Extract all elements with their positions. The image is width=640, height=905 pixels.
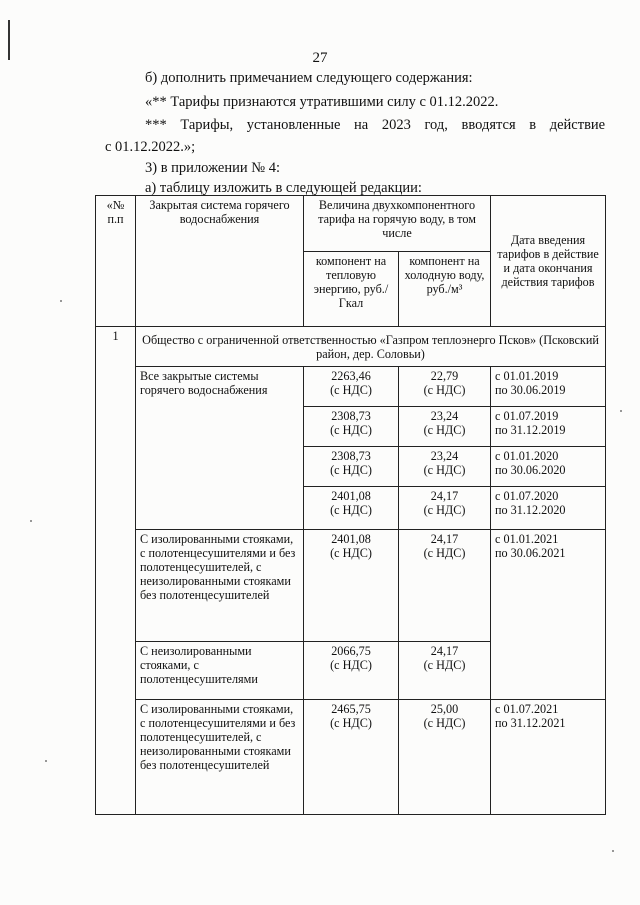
date-to: по 30.06.2019	[495, 383, 566, 397]
system-group-4: С изолированными стояками, с полотенцесушителями и без полотенцесушителей, с неизолированными стояками без полотенцесушителей	[136, 700, 304, 815]
heat-value	[304, 700, 399, 815]
heat-amount: 2465,75	[331, 702, 371, 716]
note-2-word: вводятся	[461, 117, 516, 133]
cold-value	[399, 367, 491, 407]
vat-note: (с НДС)	[330, 463, 372, 477]
cold-amount: 23,24	[430, 449, 459, 463]
cold-amount: 24,17	[430, 532, 459, 546]
organization-name: Общество с ограниченной ответственностью «Газпром теплоэнерго Псков» (Псковский район, дер. Соловьи)	[136, 327, 606, 367]
vat-note: (с НДС)	[330, 716, 372, 730]
vat-note: (с НДС)	[423, 658, 466, 672]
date-to: по 31.12.2019	[495, 423, 566, 437]
header-value: Величина двухкомпонентного тарифа на горячую воду, в том числе	[304, 196, 491, 252]
scan-speck	[45, 760, 47, 762]
date-range	[491, 447, 606, 487]
note-2-word: установленные	[246, 117, 341, 133]
vat-note: (с НДС)	[423, 503, 466, 517]
vat-note: (с НДС)	[423, 463, 466, 477]
cold-amount: 25,00	[430, 702, 459, 716]
heat-value	[304, 407, 399, 447]
note-2-word: год,	[424, 117, 448, 133]
date-from: с 01.07.2019	[495, 409, 559, 423]
heat-value	[304, 447, 399, 487]
header-heat: компонент на тепловую энергию, руб./Гкал	[304, 252, 399, 327]
note-2-word: 2023	[381, 117, 411, 133]
note-2-word: Тарифы,	[180, 117, 234, 133]
heat-amount: 2308,73	[331, 409, 371, 423]
date-from: с 01.07.2020	[495, 489, 559, 503]
date-range	[491, 530, 606, 700]
cold-amount: 24,17	[430, 644, 459, 658]
note-2-word: в	[529, 117, 537, 133]
heat-amount: 2401,08	[331, 489, 371, 503]
date-range	[491, 407, 606, 447]
cold-amount: 24,17	[430, 489, 459, 503]
scan-speck	[60, 300, 62, 302]
heat-value	[304, 530, 399, 642]
header-cold: компонент на холодную воду, руб./м³	[399, 252, 491, 327]
header-system: Закрытая система горячего водоснабжения	[136, 196, 304, 327]
heat-amount: 2066,75	[331, 644, 371, 658]
row-number: 1	[96, 327, 136, 815]
cold-value	[399, 447, 491, 487]
note-1	[145, 94, 498, 111]
date-from: с 01.01.2019	[495, 369, 559, 383]
vat-note: (с НДС)	[330, 546, 372, 560]
header-date: Дата введения тарифов в действие и дата окончания действия тарифов	[491, 196, 606, 327]
line-a: а) таблицу изложить в следующей редакции:	[145, 180, 422, 196]
heat-amount: 2263,46	[331, 369, 371, 383]
heat-value	[304, 487, 399, 530]
vat-note: (с НДС)	[330, 423, 372, 437]
line-3: 3) в приложении № 4:	[145, 160, 280, 176]
vat-note: (с НДС)	[423, 546, 466, 560]
line-b: б) дополнить примечанием следующего содержания:	[145, 70, 473, 86]
heat-amount: 2401,08	[331, 532, 371, 546]
note-2-line	[145, 117, 605, 134]
note-2-word: действие	[549, 117, 606, 133]
date-from: с 01.07.2021	[495, 702, 559, 716]
date-to: по 30.06.2021	[495, 546, 566, 560]
vat-note: (с НДС)	[330, 503, 372, 517]
cold-value	[399, 407, 491, 447]
vat-note: (с НДС)	[423, 383, 466, 397]
cold-value	[399, 700, 491, 815]
vat-note: (с НДС)	[423, 423, 466, 437]
cold-value	[399, 530, 491, 642]
date-range	[491, 487, 606, 530]
system-group-2: С изолированными стояками, с полотенцесушителями и без полотенцесушителей, с неизолированными стояками без полотенцесушителей	[136, 530, 304, 642]
system-group-3: С неизолированными стояками, с полотенцесушителями	[136, 642, 304, 700]
page-number: 27	[312, 50, 328, 66]
date-to: по 31.12.2020	[495, 503, 566, 517]
date-range	[491, 367, 606, 407]
cold-value	[399, 487, 491, 530]
date-from: с 01.01.2020	[495, 449, 559, 463]
heat-value	[304, 367, 399, 407]
scan-speck	[612, 850, 614, 852]
note-2-end: с 01.12.2022.»;	[105, 139, 196, 155]
note-1-text: Тарифы признаются утратившими силу с 01.12.2022.	[170, 94, 499, 110]
heat-value	[304, 642, 399, 700]
date-from: с 01.01.2021	[495, 532, 559, 546]
cold-amount: 23,24	[430, 409, 459, 423]
note-2-mark: ***	[145, 117, 167, 133]
tariff-table	[95, 195, 606, 815]
scan-speck	[620, 410, 622, 412]
note-2-word: на	[354, 117, 369, 133]
header-num: «№ п.п	[96, 196, 136, 327]
system-group-1: Все закрытые системы горячего водоснабжения	[136, 367, 304, 530]
vat-note: (с НДС)	[330, 658, 372, 672]
heat-amount: 2308,73	[331, 449, 371, 463]
scan-speck	[30, 520, 32, 522]
vat-note: (с НДС)	[330, 383, 372, 397]
date-to: по 30.06.2020	[495, 463, 566, 477]
vat-note: (с НДС)	[423, 716, 466, 730]
note-1-mark: «**	[145, 94, 167, 110]
cold-amount: 22,79	[430, 369, 459, 383]
date-range	[491, 700, 606, 815]
date-to: по 31.12.2021	[495, 716, 566, 730]
cold-value	[399, 642, 491, 700]
